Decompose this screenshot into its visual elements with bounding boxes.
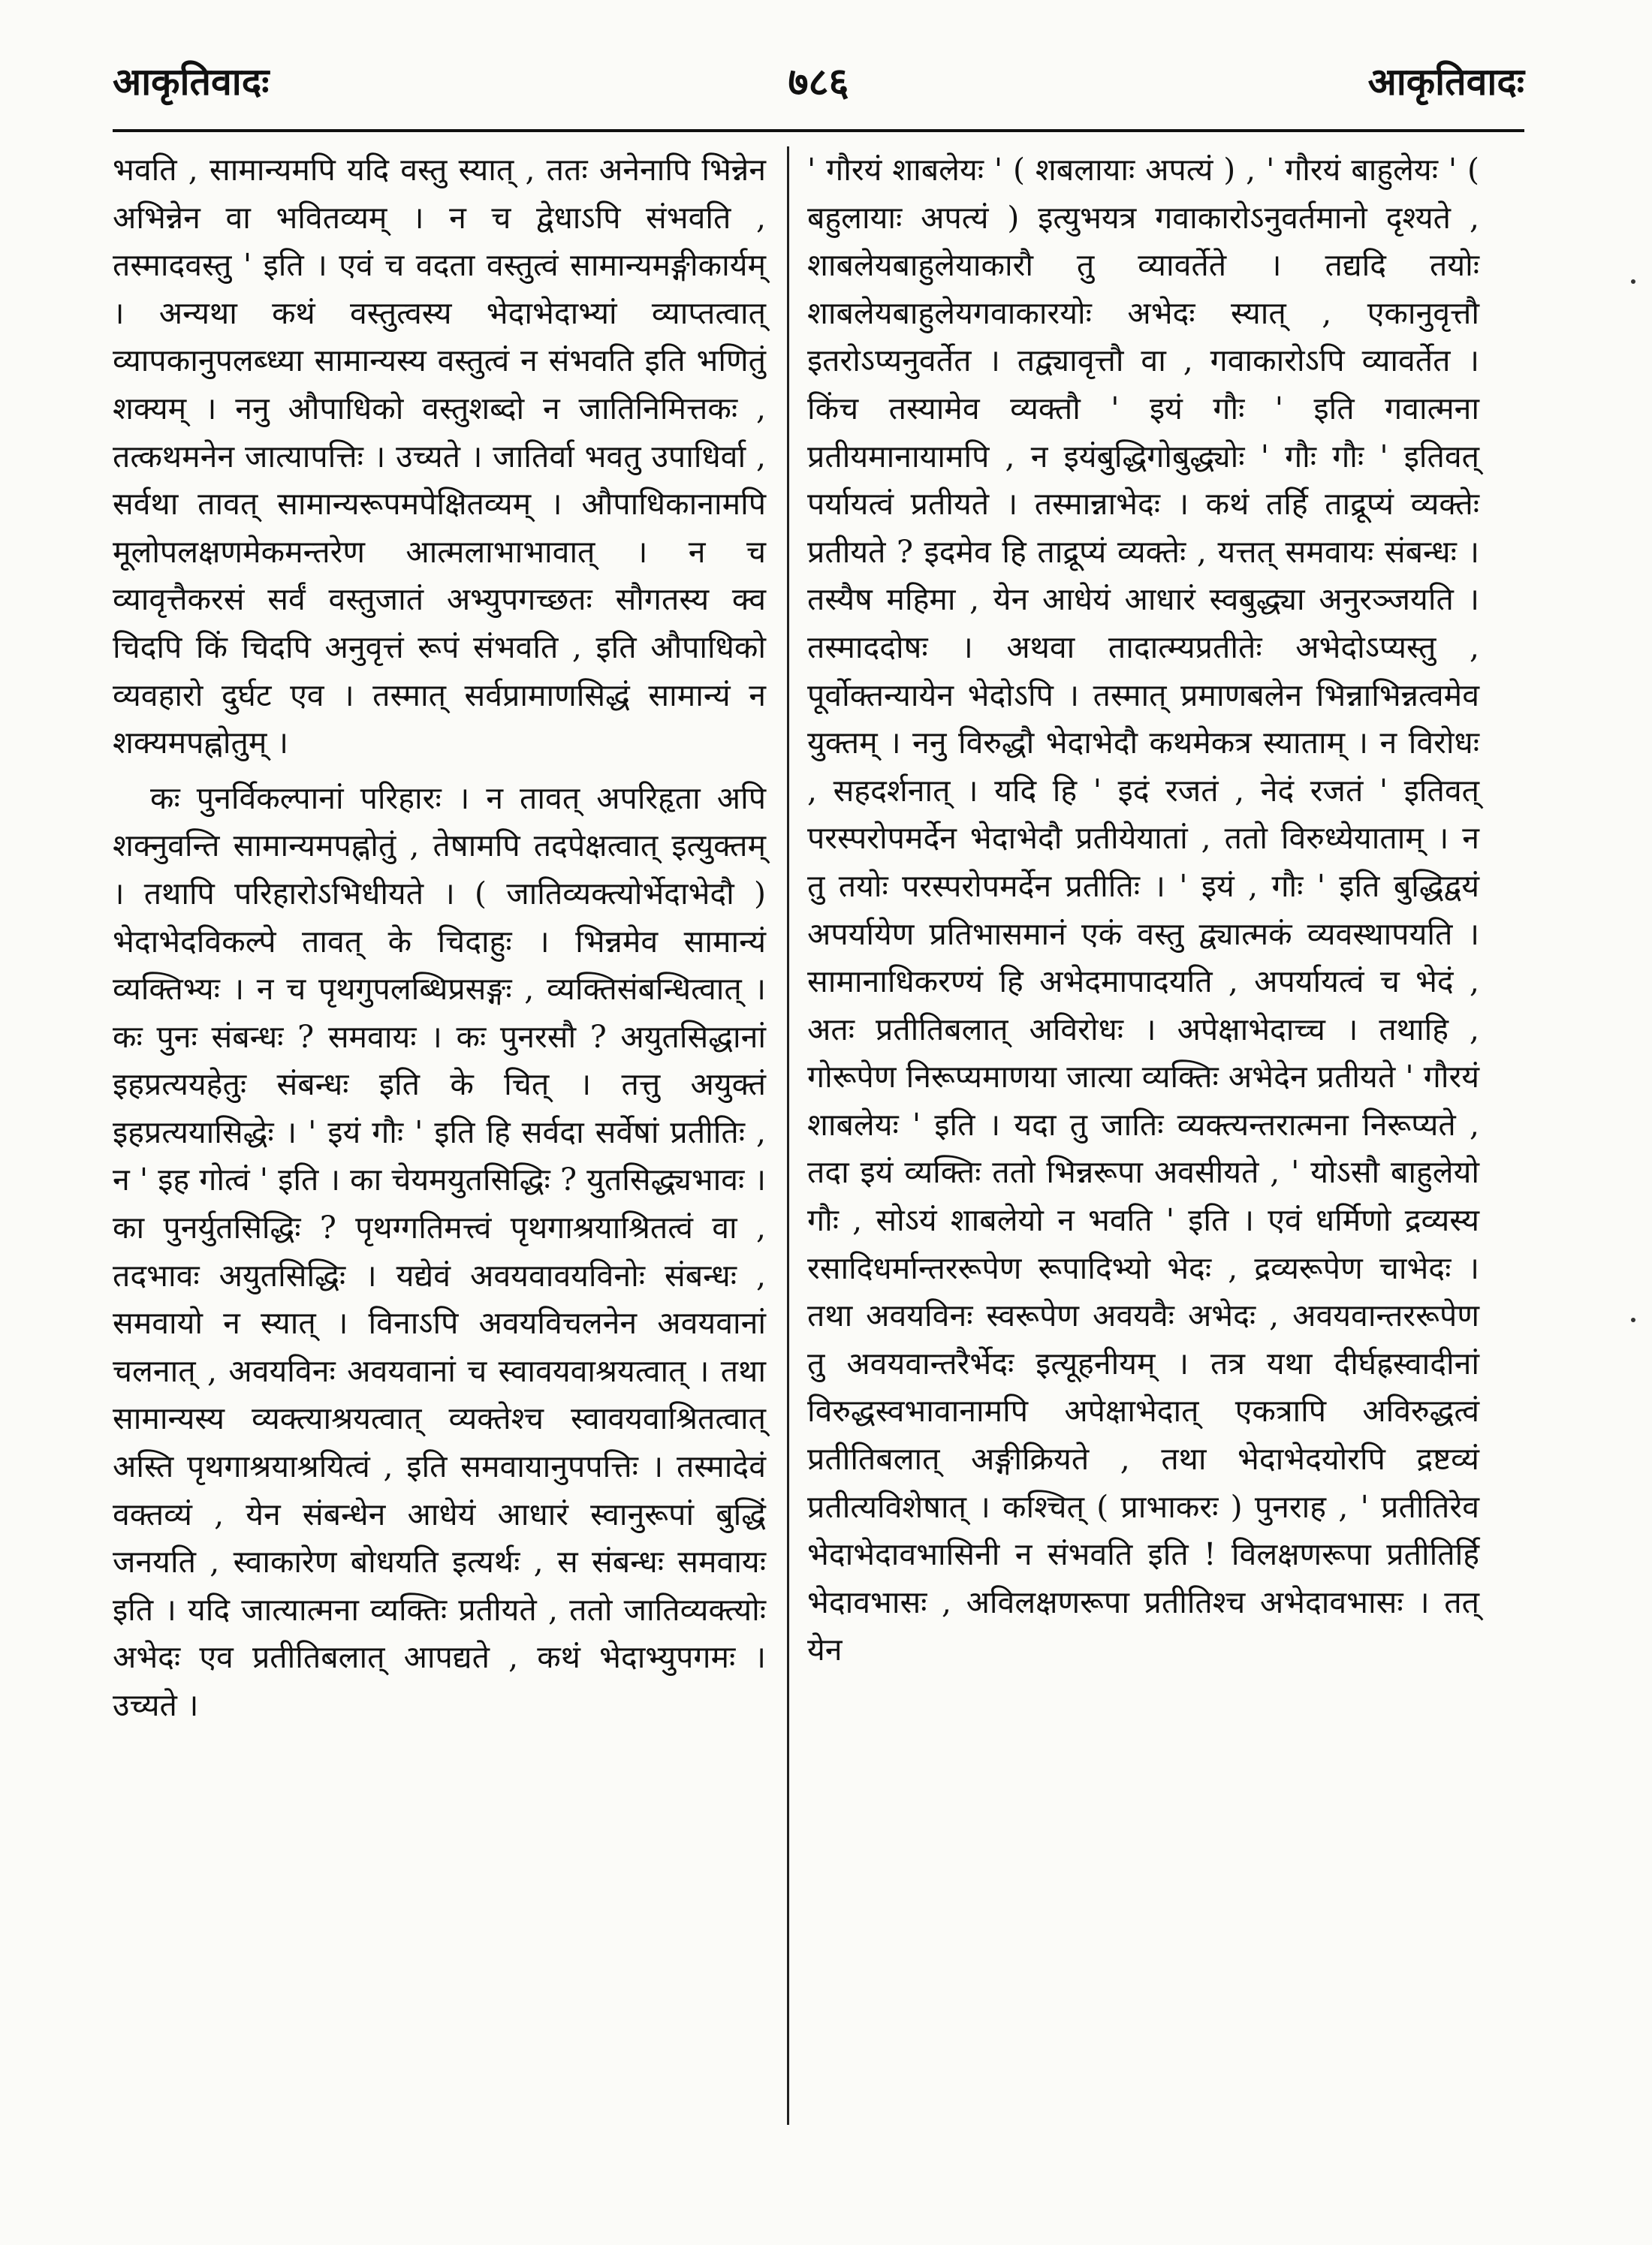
scan-speck <box>1631 1318 1635 1322</box>
header-left-title: आकृतिवादः <box>113 59 270 104</box>
left-paragraph-1: भवति , सामान्यमपि यदि वस्तु स्यात् , ततः अनेनापि भिन्नेन अभिन्नेन वा भवितव्यम् । न च द्वेधाऽपि संभवति , तस्मादवस्तु ' इति । एवं च वदता वस्तुत्वं सामान्यमङ्गीकार्यम् । अन्यथा कथं वस्तुत्वस्य भेदाभेदाभ्यां व्याप्तत्वात् व्यापकानुपलब्ध्या सामान्यस्य वस्तुत्वं न संभवति इति भणितुं शक्यम् । ननु औपाधिको वस्तुशब्दो न जातिनिमित्तकः , तत्कथमनेन जात्यापत्तिः । उच्यते । जातिर्वा भवतु उपाधिर्वा , सर्वथा तावत् सामान्यरूपमपेक्षितव्यम् । औपाधिकानामपि मूलोपलक्षणमेकमन्तरेण आत्मलाभाभावात् । न च व्यावृत्तैकरसं सर्वं वस्तुजातं अभ्युपगच्छतः सौगतस्य क्व चिदपि किं चिदपि अनुवृत्तं रूपं संभवति , इति औपाधिको व्यवहारो दुर्घट एव । तस्मात् सर्वप्रामाणसिद्धं सामान्यं न शक्यमपह्नोतुम् । <box>113 152 766 761</box>
header-right-title: आकृतिवादः <box>1367 59 1524 104</box>
left-paragraph-2: कः पुनर्विकल्पानां परिहारः । न तावत् अपरिहृता अपि शक्नुवन्ति सामान्यमपह्नोतुं , तेषामपि तदपेक्षत्वात् इत्युक्तम् । तथापि परिहारोऽभिधीयते । ( जातिव्यक्त्योर्भेदाभेदौ ) भेदाभेदविकल्पे तावत् के चिदाहुः । भिन्नमेव सामान्यं व्यक्तिभ्यः । न च पृथगुपलब्धिप्रसङ्गः , व्यक्तिसंबन्धित्वात् । कः पुनः संबन्धः ? समवायः । कः पुनरसौ ? अयुतसिद्धानां इहप्रत्ययहेतुः संबन्धः इति के चित् । तत्तु अयुक्तं इहप्रत्ययासिद्धेः । ' इयं गौः ' इति हि सर्वदा सर्वेषां प्रतीतिः , न ' इह गोत्वं ' इति । का चेयमयुतसिद्धिः ? युतसिद्ध्यभावः । का पुनर्युतसिद्धिः ? पृथग्गतिमत्त्वं पृथगाश्रयाश्रितत्वं वा , तदभावः अयुतसिद्धिः । यद्येवं अवयवावयविनोः संबन्धः , समवायो न स्यात् । विनाऽपि अवयविचलनेन अवयवानां चलनात् , अवयविनः अवयवानां च स्वावयवाश्रयत्वात् । तथा सामान्यस्य व्यक्त्याश्रयत्वात् व्यक्तेश्च स्वावयवाश्रितत्वात् अस्ति पृथगाश्रयाश्रयित्वं , इति समवायानुपपत्तिः । तस्मादेवं वक्तव्यं , येन संबन्धेन आधेयं आधारं स्वानुरूपां बुद्धिं जनयति , स्वाकारेण बोधयति इत्यर्थः , स संबन्धः समवायः इति । यदि जात्यात्मना व्यक्तिः प्रतीयते , ततो जातिव्यक्त्योः अभेदः एव प्रतीतिबलात् आपद्यते , कथं भेदाभ्युपगमः । उच्यते । <box>113 779 766 1723</box>
column-divider <box>787 146 789 2125</box>
right-column <box>807 146 1479 1674</box>
left-column <box>113 146 766 1730</box>
header-rule <box>113 129 1524 132</box>
page-number: ७८६ <box>788 59 849 105</box>
running-header <box>113 47 1524 114</box>
right-paragraph-1: ' गौरयं शाबलेयः ' ( शबलायाः अपत्यं ) , ' गौरयं बाहुलेयः ' ( बहुलायाः अपत्यं ) इत्युभयत्र गवाकारोऽनुवर्तमानो दृश्यते , शाबलेयबाहुलेयाकारौ तु व्यावर्तेते । तद्यदि तयोः शाबलेयबाहुलेयगवाकारयोः अभेदः स्यात् , एकानुवृत्तौ इतरोऽप्यनुवर्तेत । तद्व्यावृत्तौ वा , गवाकारोऽपि व्यावर्तेत । किंच तस्यामेव व्यक्तौ ' इयं गौः ' इति गवात्मना प्रतीयमानायामपि , न इयंबुद्धिगोबुद्ध्योः ' गौः गौः ' इतिवत् पर्यायत्वं प्रतीयते । तस्मान्नाभेदः । कथं तर्हि ताद्रूप्यं व्यक्तेः प्रतीयते ? इदमेव हि ताद्रूप्यं व्यक्तेः , यत्तत् समवायः संबन्धः । तस्यैष महिमा , येन आधेयं आधारं स्वबुद्ध्या अनुरञ्जयति । तस्माददोषः । अथवा तादात्म्यप्रतीतेः अभेदोऽप्यस्तु , पूर्वोक्तन्यायेन भेदोऽपि । तस्मात् प्रमाणबलेन भिन्नाभिन्नत्वमेव युक्तम् । ननु विरुद्धौ भेदाभेदौ कथमेकत्र स्याताम् । न विरोधः , सहदर्शनात् । यदि हि ' इदं रजतं , नेदं रजतं ' इतिवत् परस्परोपमर्देन भेदाभेदौ प्रतीयेयातां , ततो विरुध्येयाताम् । न तु तयोः परस्परोपमर्देन प्रतीतिः । ' इयं , गौः ' इति बुद्धिद्वयं अपर्यायेण प्रतिभासमानं एकं वस्तु द्व्यात्मकं व्यवस्थापयति । सामानाधिकरण्यं हि अभेदमापादयति , अपर्यायत्वं च भेदं , अतः प्रतीतिबलात् अविरोधः । अपेक्षाभेदाच्च । तथाहि , गोरूपेण निरूप्यमाणया जात्या व्यक्तिः अभेदेन प्रतीयते ' गौरयं शाबलेयः ' इति । यदा तु जातिः व्यक्त्यन्तरात्मना निरूप्यते , तदा इयं व्यक्तिः ततो भिन्नरूपा अवसीयते , ' योऽसौ बाहुलेयो गौः , सोऽयं शाबलेयो न भवति ' इति । एवं धर्मिणो द्रव्यस्य रसादिधर्मान्तररूपेण रूपादिभ्यो भेदः , द्रव्यरूपेण चाभेदः । तथा अवयविनः स्वरूपेण अवयवैः अभेदः , अवयवान्तररूपेण तु अवयवान्तरैर्भेदः इत्यूहनीयम् । तत्र यथा दीर्घह्रस्वादीनां विरुद्धस्वभावानामपि अपेक्षाभेदात् एकत्रापि अविरुद्धत्वं प्रतीतिबलात् अङ्गीक्रियते , तथा भेदाभेदयोरपि द्रष्टव्यं प्रतीत्यविशेषात् । कश्चित् ( प्राभाकरः ) पुनराह , ' प्रतीतिरेव भेदाभेदावभासिनी न संभवति इति ! विलक्षणरूपा प्रतीतिर्हि भेदावभासः , अविलक्षणरूपा प्रतीतिश्च अभेदावभासः । तत् येन <box>807 152 1479 1668</box>
scan-speck <box>1631 279 1635 284</box>
